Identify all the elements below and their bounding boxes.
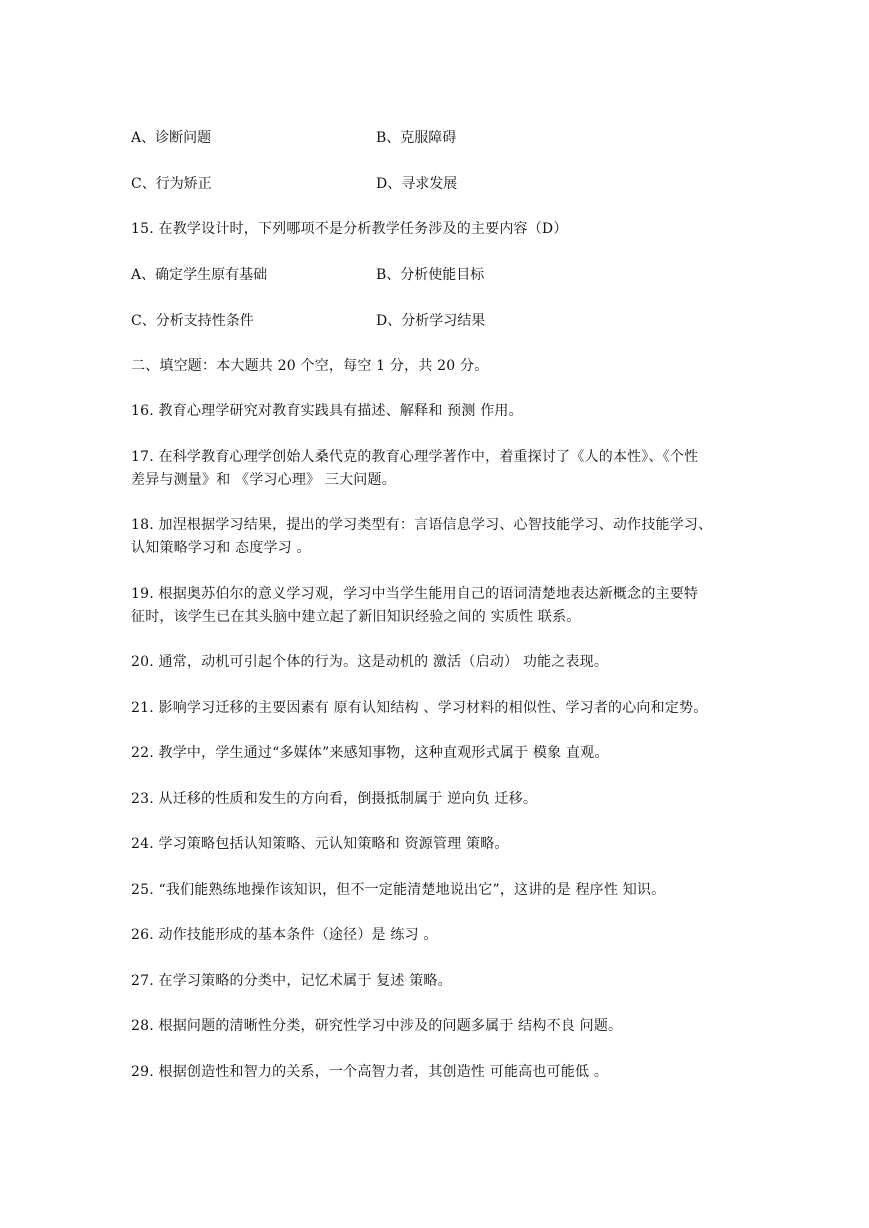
q15-stem: 15. 在教学设计时，下列哪项不是分析教学任务涉及的主要内容（D） [131,221,568,237]
question-19-line-1: 19. 根据奥苏伯尔的意义学习观，学习中当学生能用自己的语词清楚地表达新概念的主要特 [131,586,699,602]
question-18-line-1: 18. 加涅根据学习结果，提出的学习类型有：言语信息学习、心智技能学习、动作技能学习、 [131,517,713,533]
question-23: 23. 从迁移的性质和发生的方向看，倒摄抵制属于 逆向负 迁移。 [131,791,538,807]
question-18-line-2: 认知策略学习和 态度学习 。 [131,540,311,556]
question-17-line-2: 差异与测量》和 《学习心理》 三大问题。 [131,472,396,488]
q14-option-b: B、克服障碍 [376,130,457,146]
question-25: 25. “我们能熟练地操作该知识，但不一定能清楚地说出它”，这讲的是 程序性 知识。 [131,882,666,898]
question-17-line-1: 17. 在科学教育心理学创始人桑代克的教育心理学著作中，着重探讨了《人的本性》、《个性 [131,449,699,465]
q15-option-b: B、分析使能目标 [376,267,485,283]
question-27: 27. 在学习策略的分类中，记忆术属于 复述 策略。 [131,973,452,989]
question-21: 21. 影响学习迁移的主要因素有 原有认知结构 、学习材料的相似性、学习者的心向和定势。 [131,700,708,716]
q15-option-c: C、分析支持性条件 [131,313,254,329]
question-29: 29. 根据创造性和智力的关系，一个高智力者，其创造性 可能高也可能低 。 [131,1064,609,1080]
q14-option-d: D、寻求发展 [376,176,458,192]
question-16: 16. 教育心理学研究对教育实践具有描述、解释和 预测 作用。 [131,403,523,419]
question-19-line-2: 征时，该学生已在其头脑中建立起了新旧知识经验之间的 实质性 联系。 [131,609,581,625]
q14-option-c: C、行为矫正 [131,176,212,192]
question-22: 22. 教学中，学生通过“多媒体”来感知事物，这种直观形式属于 模象 直观。 [131,745,609,761]
q15-option-d: D、分析学习结果 [376,313,486,329]
question-24: 24. 学习策略包括认知策略、元认知策略和 资源管理 策略。 [131,836,509,852]
section-heading: 二、填空题：本大题共 20 个空，每空 1 分，共 20 分。 [131,358,489,374]
q14-option-a: A、诊断问题 [131,130,212,146]
question-28: 28. 根据问题的清晰性分类，研究性学习中涉及的问题多属于 结构不良 问题。 [131,1018,623,1034]
question-26: 26. 动作技能形成的基本条件（途径）是 练习 。 [131,927,438,943]
question-20: 20. 通常，动机可引起个体的行为。这是动机的 激活（启动） 功能之表现。 [131,654,609,670]
q15-option-a: A、确定学生原有基础 [131,267,268,283]
